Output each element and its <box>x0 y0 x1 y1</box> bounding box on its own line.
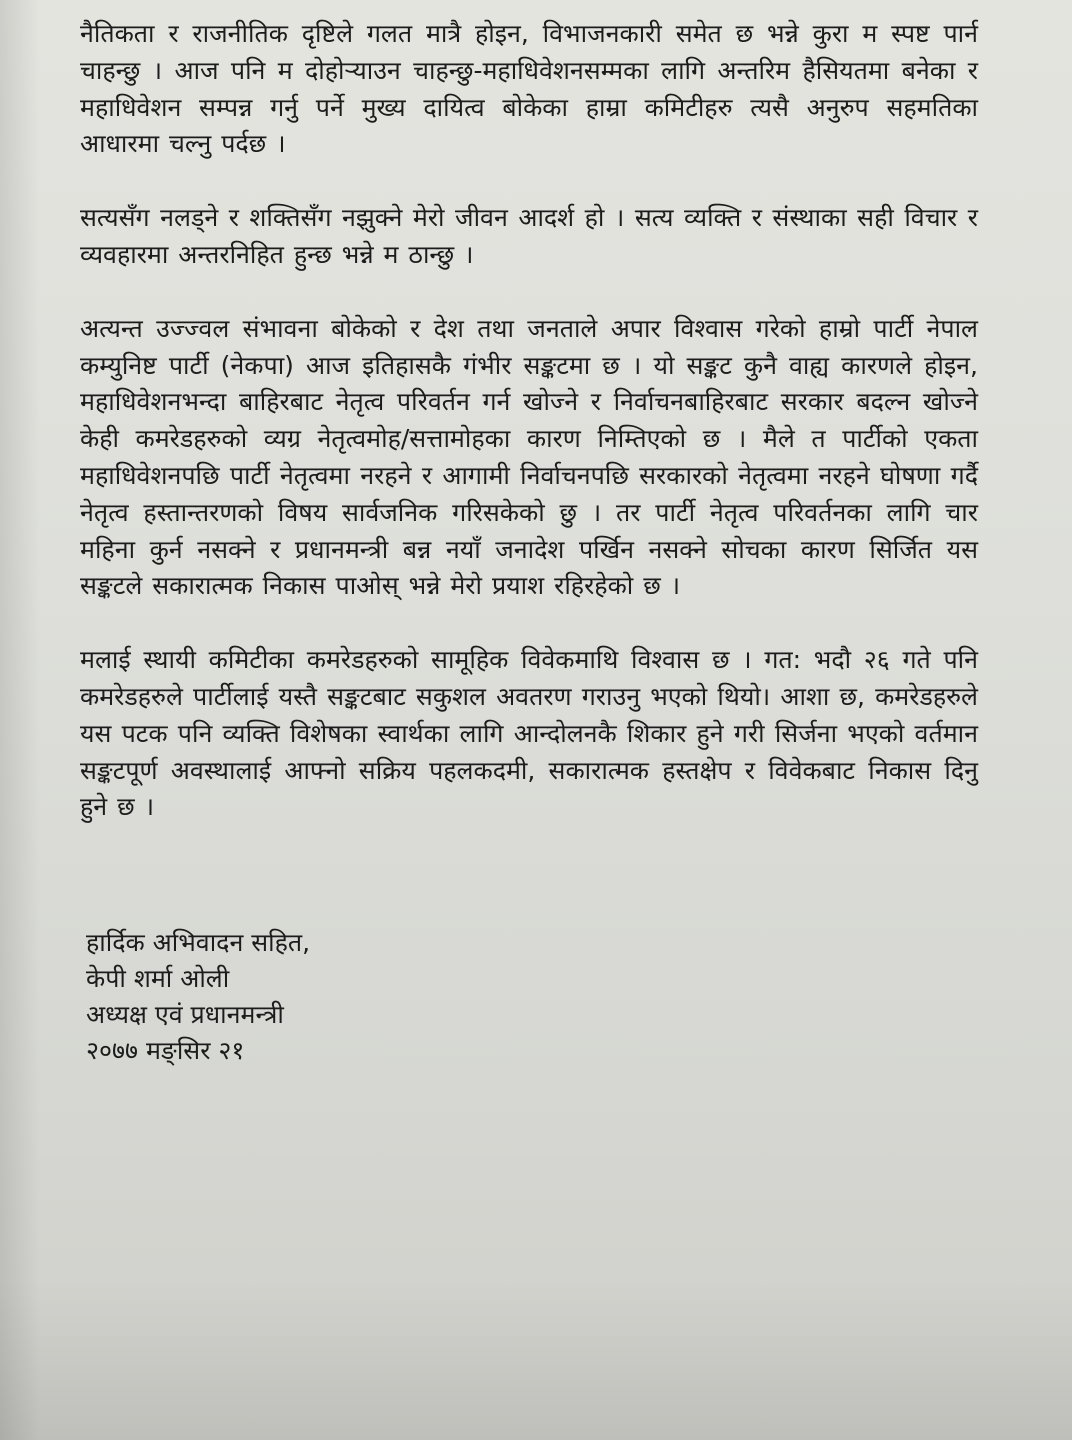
letter-body <box>80 16 978 863</box>
page-bottom-shadow <box>0 1280 1072 1440</box>
paragraph-standing-committee: मलाई स्थायी कमिटीका कमरेडहरुको सामूहिक विवेकमाथि विश्वास छ । गत: भदौ २६ गते पनि कमरेडहरुले पार्टीलाई यस्तै सङ्कटबाट सकुशल अवतरण गराउनु भएको थियो। आशा छ, कमरेडहरुले यस पटक पनि व्यक्ति विशेषका स्वार्थका लागि आन्दोलनकै शिकार हुने गरी सिर्जना भएको वर्तमान सङ्कटपूर्ण अवस्थालाई आफ्नो सक्रिय पहलकदमी, सकारात्मक हस्तक्षेप र विवेकबाट निकास दिनु हुने छ । <box>80 645 978 822</box>
letter-closing <box>86 925 310 1069</box>
closing-salutation: हार्दिक अभिवादन सहित, <box>86 928 311 957</box>
page-edge-shadow <box>0 0 40 1440</box>
paragraph-truth: सत्यसँग नलड्ने र शक्तिसँग नझुक्ने मेरो जीवन आदर्श हो । सत्य व्यक्ति र संस्थाका सही विचार र व्यवहारमा अन्तरनिहित हुन्छ भन्ने म ठान्छु । <box>80 203 978 269</box>
paragraph-continuation: नैतिकता र राजनीतिक दृष्टिले गलत मात्रै होइन, विभाजनकारी समेत छ भन्ने कुरा म स्पष्ट पार्न चाहन्छु । आज पनि म दोहोऱ्याउन चाहन्छु-महाधिवेशनसम्मका लागि अन्तरिम हैसियतमा बनेका र महाधिवेशन सम्पन्न गर्नु पर्ने मुख्य दायित्व बोकेका हाम्रा कमिटीहरु त्यसै अनुरुप सहमतिका आधारमा चल्नु पर्दछ । <box>80 19 978 159</box>
signatory-title: अध्यक्ष एवं प्रधानमन्त्री <box>86 1000 284 1029</box>
signatory-name: केपी शर्मा ओली <box>86 964 230 993</box>
letter-date: २०७७ मङ्सिर २१ <box>86 1036 245 1065</box>
paragraph-party-crisis: अत्यन्त उज्ज्वल संभावना बोकेको र देश तथा जनताले अपार विश्वास गरेको हाम्रो पार्टी नेपाल कम्युनिष्ट पार्टी (नेकपा) आज इतिहासकै गंभीर सङ्कटमा छ । यो सङ्कट कुनै वाह्य कारणले होइन, महाधिवेशनभन्दा बाहिरबाट नेतृत्व परिवर्तन गर्न खोज्ने र निर्वाचनबाहिरबाट सरकार बदल्न खोज्ने केही कमरेडहरुको व्यग्र नेतृत्वमोह/सत्तामोहका कारण निम्तिएको छ । मैले त पार्टीको एकता महाधिवेशनपछि पार्टी नेतृत्वमा नरहने र आगामी निर्वाचनपछि सरकारको नेतृत्वमा नरहने घोषणा गर्दै नेतृत्व हस्तान्तरणको विषय सार्वजनिक गरिसकेको छु । तर पार्टी नेतृत्व परिवर्तनका लागि चार महिना कुर्न नसक्ने र प्रधानमन्त्री बन्न नयाँ जनादेश पर्खिन नसक्ने सोचका कारण सिर्जित यस सङ्कटले सकारात्मक निकास पाओस् भन्ने मेरो प्रयाश रहिरहेको छ । <box>80 313 978 601</box>
